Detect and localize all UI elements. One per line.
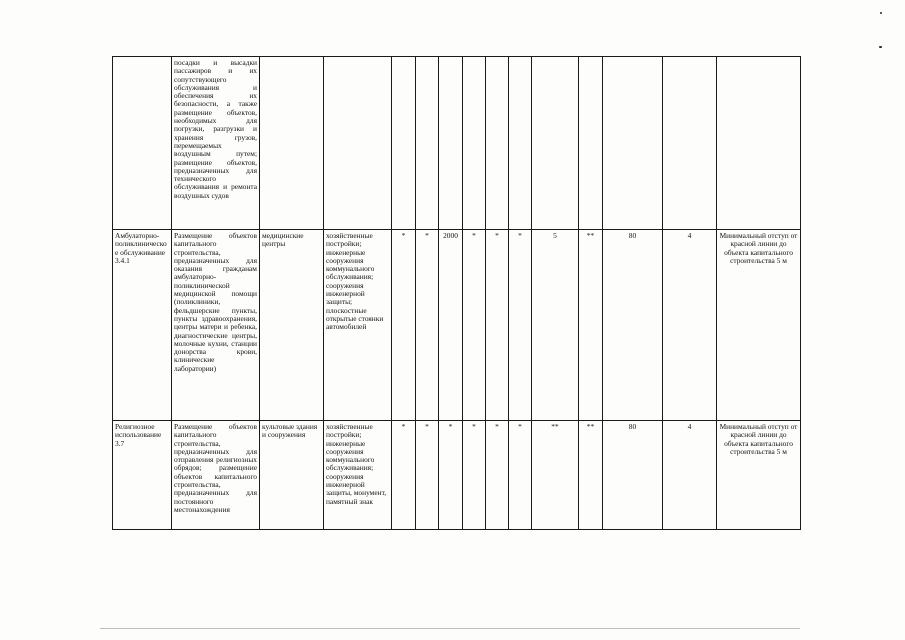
cell-parameter: 80 [603,421,663,530]
cell-parameter [463,57,486,230]
cell-use-description: посадки и высадки пассажиров и их сопутствующего обслуживания и обеспечения их безопасности, а также размещение объектов, необходимых для погрузки, разгрузки и хранения грузов, перемещаемых воздушным путем; размещение объектов, предназначенных для технического обслуживания и ремонта воздушных судов [172,57,260,230]
cell-parameter: * [509,421,532,530]
cell-parameter: 5 [532,230,579,421]
cell-parameter: ** [579,421,603,530]
cell-parameter: * [486,230,509,421]
cell-parameter: * [463,230,486,421]
cell-main-use: культовые здания и сооружения [260,421,324,530]
cell-parameter: * [463,421,486,530]
cell-parameter [416,57,439,230]
cell-parameter: 80 [603,230,663,421]
cell-auxiliary-use: хозяйственные постройки; инженерные сооружения коммунального обслуживания; сооружения инженерной защиты; плоскостные открытые стоянки автомобилей [324,230,392,421]
scan-speck [879,46,882,48]
cell-auxiliary-use: хозяйственные постройки; инженерные сооружения коммунального обслуживания; сооружения инженерной защиты, монумент, памятный знак [324,421,392,530]
cell-parameter [603,57,663,230]
cell-parameter: 4 [663,421,717,530]
cell-parameter: * [392,421,416,530]
cell-parameter: 2000 [439,230,463,421]
cell-parameter: * [486,421,509,530]
table-row [113,57,801,230]
cell-note [717,57,801,230]
cell-note: Минимальный отступ от красной линии до объекта капитального строительства 5 м [717,230,801,421]
cell-use-description: Размещение объектов капитального строительства, предназначенных для оказания гражданам амбулаторно-поликлинической медицинской помощи (поликлиники, фельдшерские пункты, пункты здравоохранения, центры матери и ребенка, диагностические центры, молочные кухни, станции донорства крови, клинические лаборатории) [172,230,260,421]
cell-parameter: * [509,230,532,421]
cell-permitted-use-type [113,57,172,230]
cell-parameter: * [392,230,416,421]
cell-parameter [532,57,579,230]
cell-main-use [260,57,324,230]
cell-parameter: ** [579,230,603,421]
cell-parameter [663,57,717,230]
cell-main-use: медицинские центры [260,230,324,421]
cell-parameter [392,57,416,230]
cell-parameter: ** [532,421,579,530]
cell-parameter [509,57,532,230]
cell-note: Минимальный отступ от красной линии до объекта капитального строительства 5 м [717,421,801,530]
cell-permitted-use-type: Религиозное использование 3.7 [113,421,172,530]
scan-edge-line [100,628,800,629]
scan-speck [880,12,882,14]
cell-parameter [579,57,603,230]
cell-parameter: * [439,421,463,530]
cell-auxiliary-use [324,57,392,230]
cell-parameter [486,57,509,230]
cell-use-description: Размещение объектов капитального строительства, предназначенных для отправления религиозных обрядов; размещение объектов капитального строительства, предназначенных для постоянного местонахождения [172,421,260,530]
cell-parameter [439,57,463,230]
table-row [113,230,801,421]
cell-parameter: 4 [663,230,717,421]
cell-parameter: * [416,230,439,421]
zoning-table [112,56,801,530]
table-row [113,421,801,530]
cell-permitted-use-type: Амбулаторно-поликлиническое обслуживание 3.4.1 [113,230,172,421]
cell-parameter: * [416,421,439,530]
